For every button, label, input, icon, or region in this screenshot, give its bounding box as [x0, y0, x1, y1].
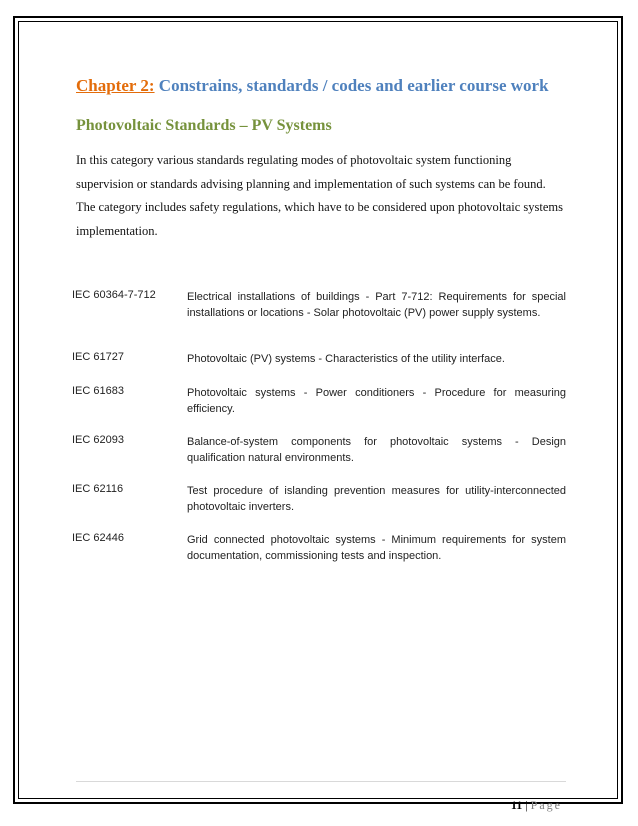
standard-row: [72, 532, 566, 564]
standard-code: IEC 62116: [72, 483, 124, 495]
intro-paragraph: [76, 149, 566, 243]
footer-divider: [76, 781, 566, 782]
page-footer: [511, 798, 562, 813]
intro-text: In this category various standards regulating modes of photovoltaic system functioning supervision or standards advising planning and implementation of such systems can be found. The category includes safety regulations, which have to be considered upon photovoltaic systems implementation.: [76, 153, 564, 238]
section-title: Photovoltaic Standards – PV Systems: [76, 117, 332, 134]
chapter-title: Constrains, standards / codes and earlier course work: [154, 76, 549, 95]
standard-description: Photovoltaic systems - Power conditioners - Procedure for measuring efficiency.: [187, 387, 566, 415]
standard-row: [72, 483, 566, 515]
standard-code: IEC 61683: [72, 385, 124, 397]
standard-code: IEC 62093: [72, 434, 124, 446]
standard-description: Photovoltaic (PV) systems - Characteristics of the utility interface.: [187, 353, 505, 365]
chapter-heading: [76, 76, 549, 96]
standard-description: Grid connected photovoltaic systems - Minimum requirements for system documentation, commissioning tests and inspection.: [187, 534, 566, 562]
standard-row: [72, 289, 566, 321]
standard-code: IEC 60364-7-712: [72, 289, 156, 301]
standard-row: [72, 351, 566, 367]
page-label: Page: [530, 798, 562, 812]
standard-description: Test procedure of islanding prevention measures for utility-interconnected photovoltaic inverters.: [187, 485, 566, 513]
standard-row: [72, 434, 566, 466]
standard-description: Electrical installations of buildings - Part 7-712: Requirements for special installations or locations - Solar photovoltaic (PV) power supply systems.: [187, 291, 566, 319]
page-number: 11: [510, 798, 523, 812]
standard-code: IEC 61727: [72, 351, 124, 363]
chapter-label: Chapter 2:: [76, 76, 155, 95]
standard-code: IEC 62446: [72, 532, 124, 544]
footer-separator: |: [522, 798, 531, 812]
standard-description: Balance-of-system components for photovoltaic systems - Design qualification natural environments.: [187, 436, 566, 464]
standard-row: [72, 385, 566, 417]
